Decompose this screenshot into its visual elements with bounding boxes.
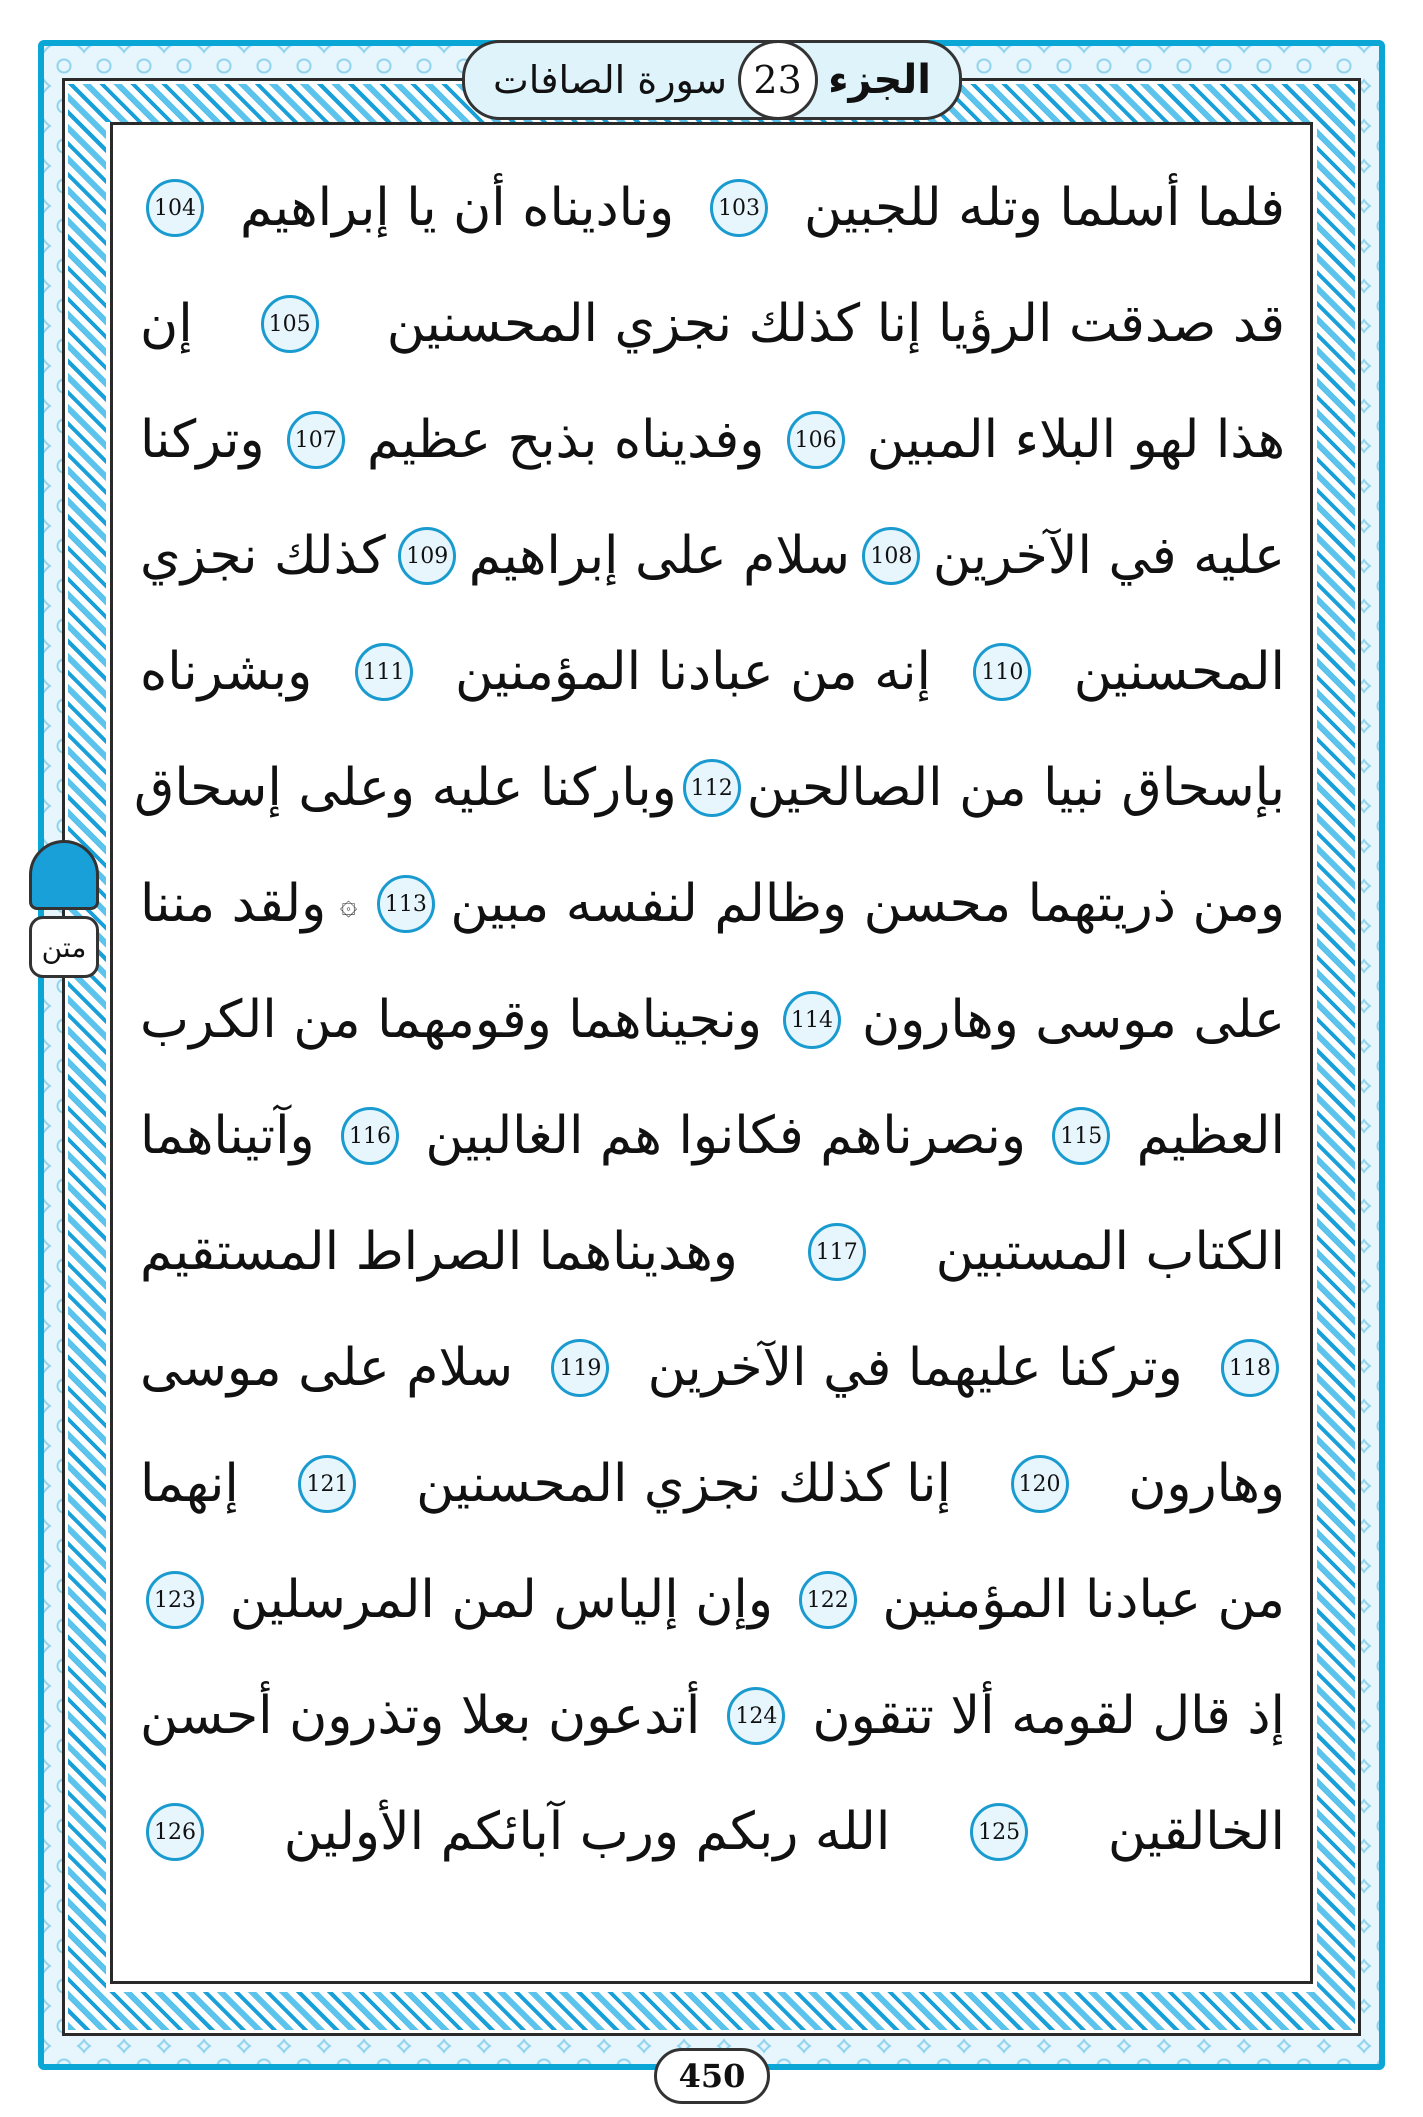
ayah-number-marker: 106 <box>787 411 845 469</box>
juz-number: 23 <box>738 40 818 120</box>
verse-text: الخالقين <box>1107 1802 1285 1862</box>
verse-text: عليه في الآخرين <box>932 526 1285 586</box>
text-line <box>140 1078 1285 1194</box>
verse-text: وفديناه بذبح عظيم <box>367 410 765 470</box>
ayah-number-marker: 114 <box>783 991 841 1049</box>
ayah-number-marker: 103 <box>710 179 768 237</box>
text-line <box>140 1774 1285 1890</box>
page-header <box>462 40 962 120</box>
page-number: 450 <box>654 2048 770 2104</box>
verse-text: ونجيناهما وقومهما من الكرب <box>140 990 762 1050</box>
verse-text: فلما أسلما وتله للجبين <box>804 178 1285 238</box>
verse-text: الكتاب المستبين <box>935 1222 1285 1282</box>
verse-text: إنه من عبادنا المؤمنين <box>455 642 931 702</box>
verse-text: سلام على إبراهيم <box>468 526 850 586</box>
ayah-number-marker: 116 <box>341 1107 399 1165</box>
text-line <box>140 498 1285 614</box>
ayah-number-marker: 119 <box>551 1339 609 1397</box>
verse-text: العظيم <box>1136 1106 1285 1166</box>
surah-name: سورة الصافات <box>493 58 728 102</box>
text-line <box>134 730 1285 846</box>
text-line <box>140 266 1285 382</box>
ayah-number-marker: 115 <box>1052 1107 1110 1165</box>
ayah-number-marker: 126 <box>146 1803 204 1861</box>
ayah-number-marker: 113 <box>377 875 435 933</box>
verse-text: ولقد مننا <box>140 874 327 934</box>
ayah-number-marker: 111 <box>355 643 413 701</box>
verse-text: على موسى وهارون <box>861 990 1285 1050</box>
ayah-number-marker: 120 <box>1011 1455 1069 1513</box>
ayah-number-marker: 117 <box>808 1223 866 1281</box>
ayah-number-marker: 122 <box>799 1571 857 1629</box>
verse-text: وإن إلياس لمن المرسلين <box>229 1570 773 1630</box>
verse-text: قد صدقت الرؤيا إنا كذلك نجزي المحسنين <box>386 294 1285 354</box>
juz-label: الجزء <box>828 57 931 103</box>
verse-text: وتركنا <box>140 410 265 470</box>
quran-text <box>134 150 1285 1970</box>
verse-text: إذ قال لقومه ألا تتقون <box>812 1686 1285 1746</box>
verse-text: وناديناه أن يا إبراهيم <box>239 178 675 238</box>
text-line <box>140 150 1285 266</box>
ayah-number-marker: 108 <box>862 527 920 585</box>
verse-text: ومن ذريتهما محسن وظالم لنفسه مبين <box>450 874 1285 934</box>
verse-text: إنهما <box>140 1454 239 1514</box>
text-line <box>140 1542 1285 1658</box>
verse-text: من عبادنا المؤمنين <box>882 1570 1285 1630</box>
verse-text: وهديناهما الصراط المستقيم <box>140 1222 738 1282</box>
verse-text: وباركنا عليه وعلى إسحاق <box>134 758 677 818</box>
text-line <box>140 1194 1285 1310</box>
text-line <box>140 382 1285 498</box>
verse-text: وتركنا عليهما في الآخرين <box>647 1338 1183 1398</box>
verse-text: وآتيناهما <box>140 1106 315 1166</box>
ayah-number-marker: 121 <box>298 1455 356 1513</box>
ayah-number-marker: 109 <box>398 527 456 585</box>
verse-text: إنا كذلك نجزي المحسنين <box>416 1454 951 1514</box>
ayah-number-marker: 110 <box>973 643 1031 701</box>
verse-text: سلام على موسى <box>140 1338 514 1398</box>
ayah-number-marker: 105 <box>261 295 319 353</box>
hizb-marker <box>28 840 100 980</box>
verse-text: وهارون <box>1128 1454 1285 1514</box>
ayah-number-marker: 104 <box>146 179 204 237</box>
hizb-ornament-icon <box>29 840 99 910</box>
text-line <box>140 846 1285 962</box>
rub-el-hizb-icon: ۞ <box>339 886 358 922</box>
text-line <box>140 962 1285 1078</box>
verse-text: الله ربكم ورب آبائكم الأولين <box>283 1802 891 1862</box>
text-line <box>140 614 1285 730</box>
ayah-number-marker: 123 <box>146 1571 204 1629</box>
text-line <box>140 1310 1285 1426</box>
hizb-marker-label: متن <box>29 916 99 978</box>
ayah-number-marker: 118 <box>1221 1339 1279 1397</box>
text-line <box>140 1658 1285 1774</box>
verse-text: المحسنين <box>1073 642 1285 702</box>
verse-text: وبشرناه <box>140 642 313 702</box>
text-line <box>140 1426 1285 1542</box>
ayah-number-marker: 112 <box>683 759 741 817</box>
verse-text: كذلك نجزي <box>140 526 386 586</box>
verse-text: هذا لهو البلاء المبين <box>866 410 1285 470</box>
ayah-number-marker: 125 <box>970 1803 1028 1861</box>
ayah-number-marker: 107 <box>287 411 345 469</box>
verse-text: بإسحاق نبيا من الصالحين <box>746 758 1285 818</box>
verse-text: إن <box>140 294 193 354</box>
verse-text: ونصرناهم فكانوا هم الغالبين <box>425 1106 1026 1166</box>
verse-text: أتدعون بعلا وتذرون أحسن <box>140 1686 701 1746</box>
ayah-number-marker: 124 <box>727 1687 785 1745</box>
